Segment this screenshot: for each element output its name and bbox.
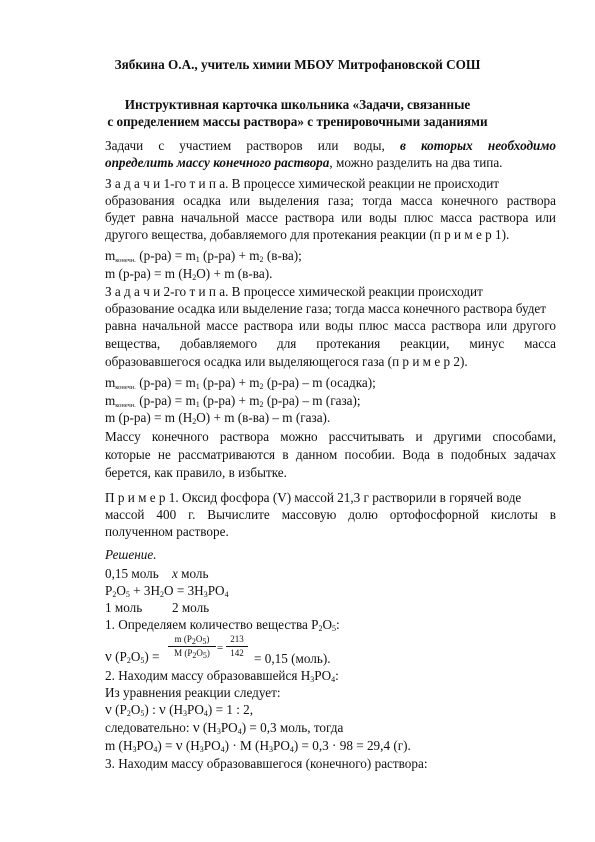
type1-formula-2: m (р-ра) = m $(H_2O) + m$ (в-ва). [105,266,273,282]
title-line-2: с определением массы раствора» с тренировочными заданиями [107,114,488,129]
type2-formula-1: mконечн. $(р-ра) = m_1$ $(р-ра) + m_2$ (р-ра) – m (осадка); [105,375,376,391]
type2-line-1: З а д а ч и 2-го т и п а. В процессе химической реакции происходит [105,284,483,299]
mass-line: m $(H_3PO_4) = \nu$ $(H_3PO_4) \cdot M$ $(H_3PO_4) = 0,3 \cdot 98 = 29,4$ (г). [105,738,411,754]
type1-line-1: З а д а ч и 1-го т и п а. В процессе химической реакции не происходит [105,176,500,191]
note-line-3: берется, как правило, в избытке. [105,465,287,480]
author-line: Зябкина О.А., учитель химии МБОУ Митрофановской СОШ [114,57,481,72]
ratio-line: ν $(P_2O_5)$ : ν $(H_3PO_4) = 1$ : 2, [105,702,254,718]
note-line-1: Массу конечного раствора можно рассчитывать и другими способами, [105,429,556,444]
fraction-1-denominator: M $(P_2O_5)$ [174,648,210,660]
intro-line-1: Задачи с участием растворов или воды, в которых необходимо [105,138,556,153]
example1-line-2: массой 400 г. Вычислите массовую долю ортофосфорной кислоты в [105,507,556,522]
step-2: 2. Находим массу образовавшейся $H_3PO_4$: [105,668,339,684]
intro-line-2: определить массу конечного раствора, можно разделить на два типа. [105,155,503,170]
type1-line-2: образования осадка или выделения газа; тогда масса конечного раствора [105,193,556,208]
fraction-2-numerator: 213 [230,634,244,644]
example1-line-3: полученном растворе. [105,524,229,539]
mole-label-top: 0,15 моль x моль [105,566,209,581]
step-3: 3. Находим массу образовавшегося (конечного) раствора: [105,756,428,771]
mole-label-bottom: 1 моль 2 моль [105,600,210,615]
type1-line-4: другого вещества, добавляемого для протекания реакции (п р и м е р 1). [105,227,510,242]
fraction-2-bar [226,646,248,647]
solution-heading: Решение. [105,547,157,562]
from-equation: Из уравнения реакции следует: [105,685,281,700]
type2-formula-2: mконечн. $(р-ра) = m_1$ $(р-ра) + m_2$ (р-ра) – m (газа); [105,393,361,409]
fraction-1-numerator: m $(P_2O_5)$ [174,634,210,646]
type1-line-3: будет равна начальной массе раствора или воды плюс масса раствора или [105,210,556,225]
type2-line-4: вещества, добавляемого для протекания реакции, минус масса [105,336,556,351]
type2-line-5: образовавшегося осадка или выделяющегося газа (п р и м е р 2). [105,354,468,369]
title-line-1: Инструктивная карточка школьника «Задачи, связанные [124,97,471,112]
nu-result: = 0,15 (моль). [254,651,331,666]
fraction-2-denominator: 142 [230,648,244,658]
fraction-1-bar [168,646,216,647]
example1-line-1: П р и м е р 1. Оксид фосфора (V) массой 21,3 г растворили в горячей воде [105,490,522,505]
reaction-equation: $P_2O_5 + 3H_2O = 3H_3PO_4$ [105,583,229,599]
step-1: 1. Определяем количество вещества $P_2O_5$: [105,617,340,633]
type2-line-3: равна начальной массе раствора или воды плюс масса раствора или другого [105,318,556,333]
nu-formula-left: ν $(P_2O_5)$ = [105,649,160,665]
fraction-equals: = [217,642,224,654]
hence-line: следовательно: ν $(H_3PO_4) = 0,3$ моль, тогда [105,720,344,736]
note-line-2: которые не рассматриваются в данном пособии. Вода в подобных задачах [105,447,556,462]
type1-formula-1: mконечн. $(р-ра) = m_1$ $(р-ра) + m_2$ (в-ва); [105,248,302,264]
type2-formula-3: m (р-ра) = m $(H_2O) + m$ (в-ва) – m (газа). [105,410,331,426]
type2-line-2: образование осадка или выделение газа; тогда масса конечного раствора будет [105,301,547,316]
